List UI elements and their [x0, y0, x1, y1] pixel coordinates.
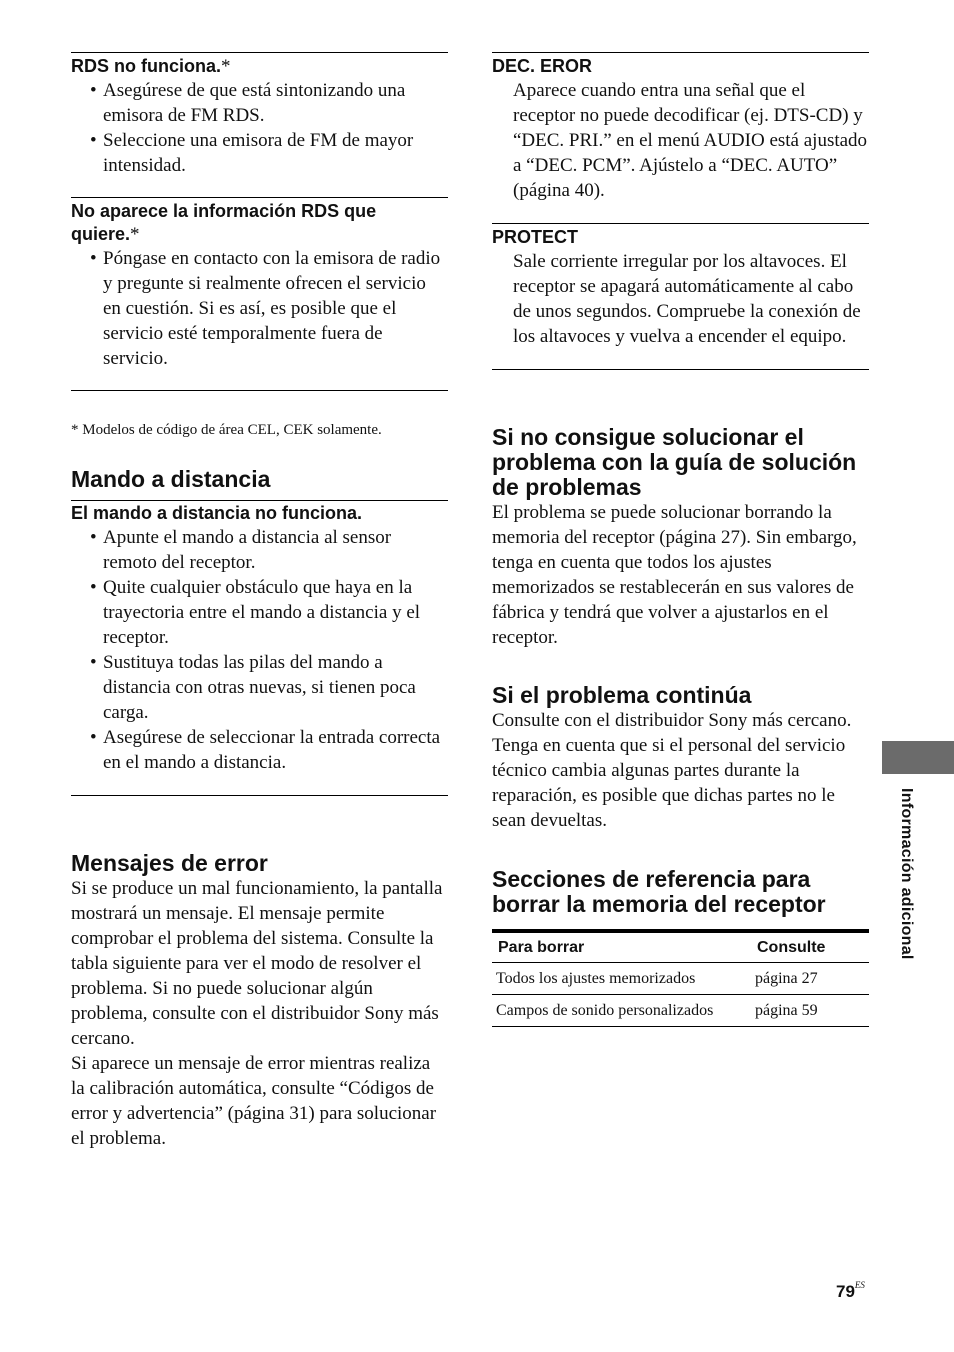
not-solved-text: El problema se puede solucionar borrando la memoria del receptor (página 27). Sin embargo, tenga en cuenta que todos los ajustes memorizados se restablecerán en sus valores de fábrica y tendrá que volver a ajustarlos en el receptor.: [492, 502, 857, 648]
divider: [71, 52, 448, 53]
table-header-cell: Consulte: [751, 931, 869, 963]
page-number: $79^{ES}$: [836, 1280, 865, 1301]
errors-paragraph-1: Si se produce un mal funcionamiento, la pantalla mostrará un mensaje. El mensaje permite comprobar el problema del sistema. Consulte la tabla siguiente para ver el modo de resolver el problema. Si no puede solucionar algún problema, consulte con el distribuidor Sony más cercano.: [71, 878, 443, 1049]
table-cell: Todos los ajustes memorizados: [492, 963, 751, 995]
divider: [71, 390, 448, 391]
divider: [71, 500, 448, 501]
page-number-suffix: ES: [854, 1280, 865, 1290]
divider: [71, 795, 448, 796]
divider: [492, 223, 869, 224]
section-tab-marker: [882, 741, 954, 774]
rds-fail-bullets: [71, 78, 448, 178]
divider: [492, 52, 869, 53]
dec-eror-title: DEC. EROR: [492, 56, 593, 76]
protect-text: Sale corriente irregular por los altavoces. El receptor se apagará automáticamente al cabo de unos segundos. Compruebe la conexión de los altavoces y vuelva a encender el equipo.: [513, 251, 861, 347]
bullet-item: • Póngase en contacto con la emisora de radio y pregunte si realmente ofrecen el servicio en cuestión. Si es así, es posible que el servicio esté temporalmente fuera de servicio.: [71, 246, 448, 371]
table-cell: página 27: [751, 963, 869, 995]
table-row: [492, 995, 869, 1027]
section-heading-errors: Mensajes de error: [71, 850, 268, 876]
dec-eror-text: Aparece cuando entra una señal que el receptor no puede decodificar (ej. DTS-CD) y “DEC. PRI.” en el menú AUDIO está ajustado a “DEC. PCM”. Ajústelo a “DEC. AUTO” (página 40).: [513, 80, 868, 201]
footnote: * Modelos de código de área CEL, CEK solamente.: [71, 422, 382, 438]
rds-info-title: No aparece la información RDS que quiere.*: [71, 201, 377, 245]
protect-title: PROTECT: [492, 227, 579, 247]
section-heading-persists: Si el problema continúa: [492, 682, 752, 708]
bullet-item: • Asegúrese de que está sintonizando una emisora de FM RDS.: [71, 78, 448, 128]
bullet-item: • Seleccione una emisora de FM de mayor intensidad.: [71, 128, 448, 178]
rds-info-bullets: [71, 246, 448, 371]
persists-text: Consulte con el distribuidor Sony más cercano. Tenga en cuenta que si el personal del servicio técnico cambia algunas partes durante la reparación, es posible que dichas partes no le sean devueltas.: [492, 710, 852, 831]
right-column: [492, 52, 869, 1027]
section-heading-reference: Secciones de referencia para borrar la memoria del receptor: [492, 866, 826, 917]
bullet-item: • Quite cualquier obstáculo que haya en la trayectoria entre el mando a distancia y el receptor.: [71, 575, 448, 650]
section-heading-remote: Mando a distancia: [71, 466, 271, 492]
rds-fail-title: RDS no funciona.*: [71, 56, 231, 77]
table-row: [492, 963, 869, 995]
section-heading-not-solved: Si no consigue solucionar el problema con la guía de solución de problemas: [492, 424, 857, 500]
divider: [71, 197, 448, 198]
errors-paragraph-2: Si aparece un mensaje de error mientras realiza la calibración automática, consulte “Códigos de error y advertencia” (página 31) para solucionar el problema.: [71, 1053, 437, 1149]
table-cell: Campos de sonido personalizados: [492, 995, 751, 1027]
left-column: [71, 52, 448, 1151]
bullet-item: • Asegúrese de seleccionar la entrada correcta en el mando a distancia.: [71, 725, 448, 775]
bullet-item: • Sustituya todas las pilas del mando a distancia con otras nuevas, si tienen poca carga.: [71, 650, 448, 725]
side-section-label: Información adicional: [898, 788, 915, 960]
remote-bullets: [71, 525, 448, 775]
remote-subhead: El mando a distancia no funciona.: [71, 503, 363, 523]
bullet-item: • Apunte el mando a distancia al sensor remoto del receptor.: [71, 525, 448, 575]
table-header-row: [492, 931, 869, 963]
reference-table: [492, 929, 869, 1027]
divider: [492, 369, 869, 370]
table-header-cell: Para borrar: [492, 931, 751, 963]
table-cell: página 59: [751, 995, 869, 1027]
